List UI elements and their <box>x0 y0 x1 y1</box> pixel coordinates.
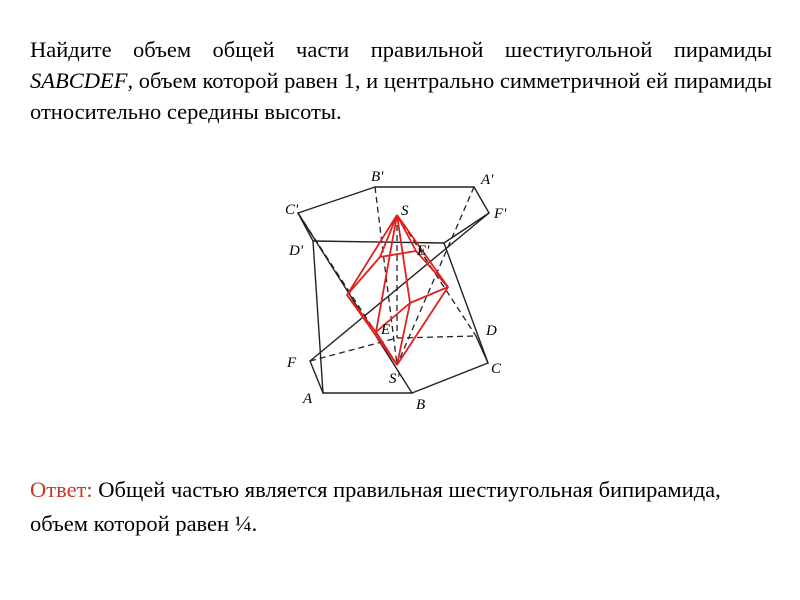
label-S-prime: S' <box>389 371 400 387</box>
hidden-edges <box>298 187 476 365</box>
pyramid-figure <box>270 160 530 420</box>
label-D-prime: D' <box>289 243 304 259</box>
label-F: F <box>287 355 297 371</box>
label-E-prime: E' <box>417 243 430 259</box>
answer-block <box>30 473 772 541</box>
problem-text-part2: , объем которой равен 1, и центрально симметричной ей пирамиды относительно середины высоты. <box>30 68 772 124</box>
label-A-prime: A' <box>481 172 494 188</box>
edge-Cp-Bp <box>298 187 375 213</box>
edge-Dp-A <box>313 241 323 393</box>
label-S: S <box>401 203 409 219</box>
pyramid-name: SABCDEF <box>30 68 128 93</box>
answer-text: Общей частью является правильная шестиугольная бипирамида, объем которой равен ¼. <box>30 477 721 536</box>
label-C-prime: C' <box>285 202 299 218</box>
pyramid-drawing <box>270 160 530 420</box>
label-C: C <box>491 361 502 377</box>
red-edge-S-5 <box>380 215 397 257</box>
problem-text-part1: Найдите объем общей части правильной шестиугольной пирамиды <box>30 37 772 62</box>
label-B: B <box>416 397 426 413</box>
edge-Fp-Ep <box>444 213 489 243</box>
answer-label: Ответ: <box>30 477 93 502</box>
edge-B-C <box>412 363 488 393</box>
problem-statement <box>30 34 772 127</box>
label-E: E <box>381 322 391 338</box>
label-D: D <box>486 323 497 339</box>
label-B-prime: B' <box>371 169 384 185</box>
edge-Ap-Fp <box>474 187 489 213</box>
label-F-prime: F' <box>494 206 507 222</box>
edge-Ep-C <box>444 243 488 363</box>
label-A: A <box>303 391 313 407</box>
